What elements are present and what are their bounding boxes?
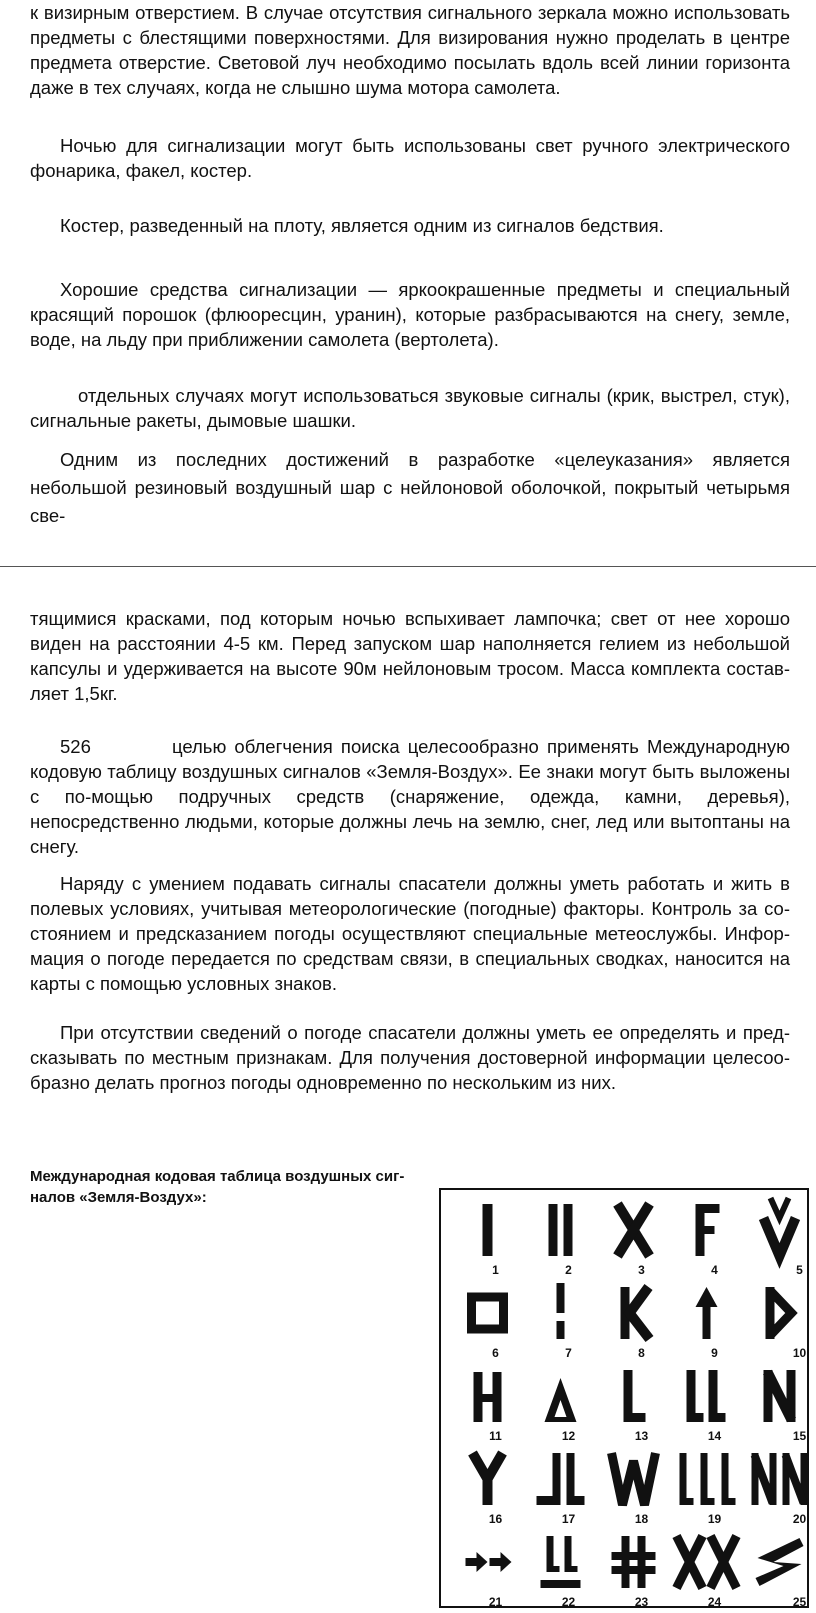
- signal-symbol-12: [545, 1378, 577, 1422]
- signal-number-24: 24: [707, 1595, 722, 1606]
- paragraph-sound-signals: отдельных случаях могут использоваться звуковые сигналы (крик, выстрел, стук), сигнальные ракеты, дымовые шашки.: [30, 385, 790, 431]
- signal-number-14: 14: [707, 1429, 722, 1443]
- signal-number-23: 23: [634, 1595, 649, 1606]
- signal-number-22: 22: [561, 1595, 576, 1606]
- signal-symbol-14: [687, 1370, 726, 1422]
- signal-number-13: 13: [634, 1429, 649, 1443]
- signal-symbol-19: [680, 1453, 736, 1505]
- signal-number-18: 18: [634, 1512, 649, 1526]
- signal-number-3: 3: [638, 1263, 645, 1277]
- signal-symbol-13: [624, 1370, 646, 1422]
- signal-number-1: 1: [492, 1263, 499, 1277]
- signal-table-figure: [441, 1190, 807, 1606]
- signal-symbol-1: [483, 1204, 493, 1256]
- signal-number-6: 6: [492, 1346, 499, 1360]
- signal-symbol-17: [537, 1453, 585, 1505]
- signal-symbol-15: [764, 1370, 796, 1422]
- signal-symbol-25: [756, 1538, 804, 1586]
- signal-number-21: 21: [488, 1595, 503, 1606]
- signal-symbol-22: [541, 1536, 581, 1588]
- signal-symbol-16: [473, 1453, 503, 1505]
- paragraph-balloon: Одним из последних достижений в разработке «целеуказания» является небольшой резиновый воздушный шар с нейлоновой оболочкой, покрытый четырьмя све-: [30, 449, 790, 526]
- signal-number-25: 25: [792, 1595, 807, 1606]
- signal-code-table: [439, 1188, 809, 1608]
- signal-symbol-5: [764, 1198, 796, 1256]
- signal-symbol-23: [612, 1536, 656, 1588]
- signal-number-7: 7: [565, 1346, 572, 1360]
- signal-symbol-18: [612, 1453, 656, 1505]
- signal-symbol-10: [766, 1287, 792, 1339]
- signal-symbol-8: [621, 1287, 650, 1339]
- signal-symbol-21: [466, 1552, 512, 1572]
- signal-number-12: 12: [561, 1429, 576, 1443]
- signal-number-10: 10: [792, 1346, 807, 1360]
- signal-symbol-24: [677, 1536, 737, 1588]
- signal-symbol-20: [752, 1453, 808, 1505]
- signal-symbol-7: [557, 1283, 565, 1339]
- paragraph-weather: Наряду с умением подавать сигналы спасатели должны уметь работать и жить в полевых условиях, учитывая метеорологические (погодные) факторы. Контроль за со-стоянием и предсказанием погоды осуществляют специальные метеослужбы. Инфор-мация о погоде передается по средствам связи, в специальных сводках, наносится на карты с помощью условных знаков.: [30, 873, 790, 994]
- signal-number-16: 16: [488, 1512, 503, 1526]
- signal-number-5: 5: [796, 1263, 803, 1277]
- signal-symbol-9: [696, 1287, 718, 1339]
- signal-symbol-4: [696, 1204, 720, 1256]
- paragraph-bright-objects: Хорошие средства сигнализации — яркоокрашенные предметы и специальный красящий порошок (флюоресцин, уранин), которые разбрасываются на снегу, земле, воде, на льду при приближении самолета (вертолета).: [30, 279, 790, 350]
- signal-number-8: 8: [638, 1346, 645, 1360]
- signal-symbol-2: [549, 1204, 573, 1256]
- signal-number-15: 15: [792, 1429, 807, 1443]
- paragraph-code-table: 526 целью облегчения поиска целесообразно применять Международную кодовую таблицу воздушных сигналов «Земля-Воздух». Ее знаки могут быть выложены с по-мощью подручных средств (снаряжение, одежда, камни, деревья), непосредственно людьми, которые должны лечь на землю, снег, лед или вытоптаны на снегу.: [30, 736, 796, 857]
- page-divider: [0, 566, 816, 567]
- signal-symbol-6: [472, 1297, 504, 1329]
- paragraph-raft-fire: Костер, разведенный на плоту, является одним из сигналов бедствия.: [60, 215, 664, 236]
- paragraph-balloon-continued: тящимися красками, под которым ночью вспыхивает лампочка; свет от нее хорошо виден на расстоянии 4-5 км. Перед запуском шар наполняется гелием из небольшой капсулы и удерживается на высоте 90м нейлоновым тросом. Масса комплекта состав-ляет 1,5кг.: [30, 608, 790, 704]
- signal-symbol-3: [618, 1204, 650, 1256]
- signal-number-4: 4: [711, 1263, 718, 1277]
- signal-number-9: 9: [711, 1346, 718, 1360]
- signal-number-2: 2: [565, 1263, 572, 1277]
- signal-number-20: 20: [792, 1512, 807, 1526]
- signal-symbol-11: [474, 1372, 502, 1422]
- paragraph-night-signals: Ночью для сигнализации могут быть использованы свет ручного электрического фонарика, факел, костер.: [30, 135, 790, 181]
- signal-number-17: 17: [561, 1512, 576, 1526]
- paragraph-signal-mirror: к визирным отверстием. В случае отсутствия сигнального зеркала можно использовать предметы с блестящими поверхностями. Для визирования нужно проделать в центре предмета отверстие. Световой луч необходимо посылать вдоль всей линии горизонта даже в тех случаях, когда не слышно шума мотора самолета.: [30, 2, 790, 98]
- paragraph-weather-forecast: При отсутствии сведений о погоде спасатели должны уметь ее определять и пред-сказывать по местным признакам. Для получения достоверной информации целесоо-бразно делать прогноз погоды одновременно по нескольким из них.: [30, 1022, 790, 1093]
- signal-number-19: 19: [707, 1512, 722, 1526]
- signal-table-caption: Международная кодовая таблица воздушных сиг-налов «Земля-Воздух»:: [30, 1168, 405, 1206]
- signal-number-11: 11: [489, 1429, 502, 1443]
